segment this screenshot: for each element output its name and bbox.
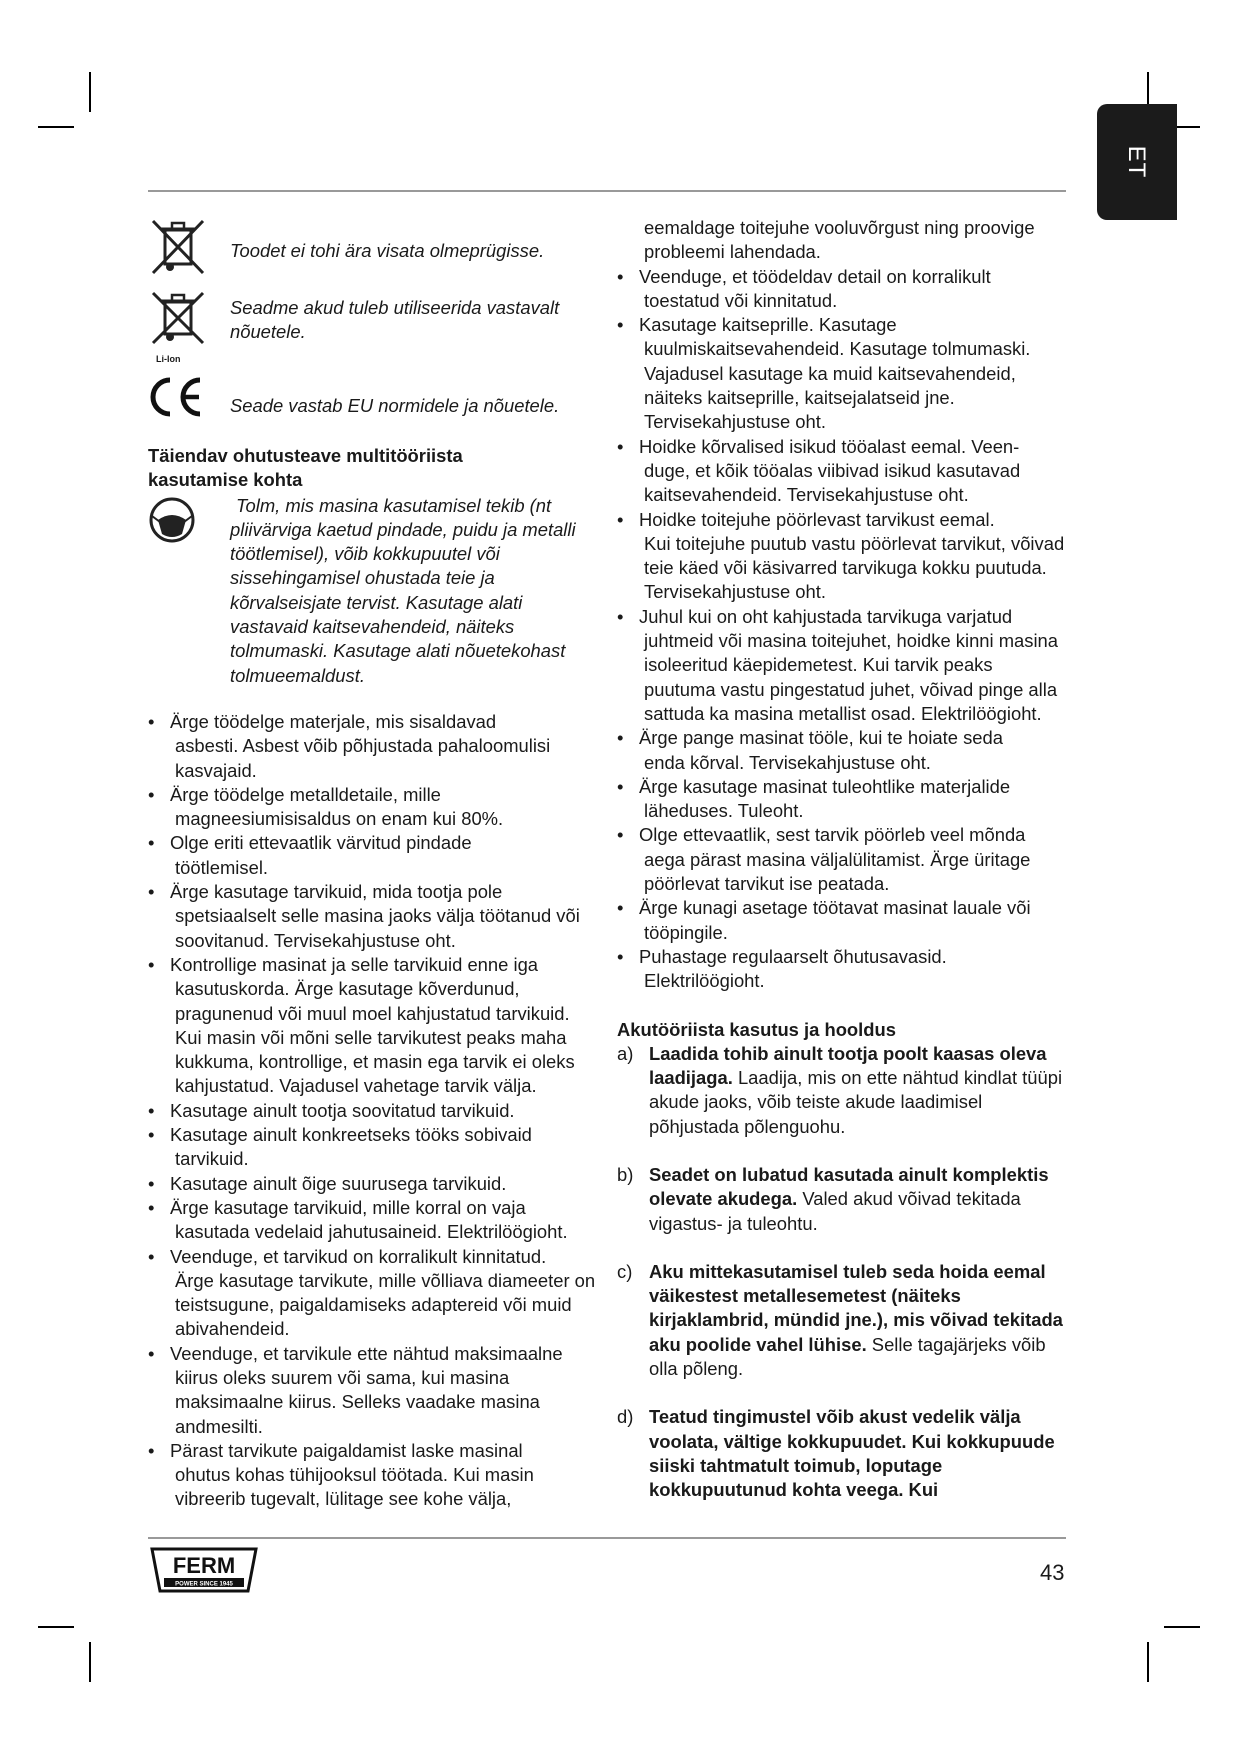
bullet-first-line: Ärge kasutage tarvikuid, mille korral on vaja (170, 1196, 526, 1218)
bullet-first-line: Veenduge, et tarvikud on korralikult kinnitatud. (170, 1245, 547, 1267)
list-item (148, 1245, 596, 1342)
bullet-continuation: tarvikuid. (175, 1148, 249, 1170)
bullet-first-line: Ärge kasutage masinat tuleohtlike materjalide (639, 775, 1011, 797)
list-item (148, 1342, 596, 1439)
crop-mark (38, 1626, 74, 1628)
list-item (617, 265, 1065, 314)
bullet-first-line: Pärast tarvikute paigaldamist laske masinal (170, 1439, 523, 1461)
crop-mark (89, 1642, 91, 1682)
bullet-continuation: kasutada vedelaid jahutusaineid. Elektrilöögioht. (175, 1221, 568, 1243)
logo-subtext: POWER SINCE 1945 (175, 1581, 233, 1588)
page-number: 43 (1040, 1560, 1065, 1585)
list-item (148, 953, 596, 1099)
bullet-first-line: Ärge kasutage tarvikuid, mida tootja pole (170, 881, 503, 903)
section-heading: Täiendav ohutusteave multitööriista kasutamise kohta (148, 445, 463, 491)
symbol-row (148, 290, 596, 364)
ferm-logo (148, 1547, 260, 1598)
left-column (148, 216, 596, 1512)
language-tab-label: ET (1123, 145, 1150, 179)
bullet-first-line: Puhastage regulaarselt õhutusavasid. (639, 945, 947, 967)
bullet-first-line: Ärge kunagi asetage töötavat masinat lauale või (639, 897, 1031, 919)
bullet-continuation: Elektrilöögioht. (644, 970, 765, 992)
bullet-first-line: Kasutage ainult tootja soovitatud tarvikuid. (170, 1099, 515, 1121)
bullet-continuation: tööpingile. (644, 921, 728, 943)
item-text: Valed akud võivad tekitada vigastus- ja tuleohtu. (649, 1188, 1021, 1234)
ce-mark-icon (148, 374, 230, 426)
bullet-continuation: Ärge kasutage tarvikute, mille võlliava diameeter on teistsugune, paigaldamiseks adaptereid või muid abivahendeid. (175, 1269, 596, 1340)
list-item (617, 435, 1065, 508)
bullet-first-line: Olge eriti ettevaatlik värvitud pindade (170, 832, 472, 854)
bullet-first-line: Ärge töödelge materjale, mis sisaldavad (170, 710, 497, 732)
dust-mask-icon (148, 494, 230, 688)
list-item (148, 1099, 596, 1123)
header-rule (148, 190, 1066, 192)
symbol-text: Seadme akud tuleb utiliseerida vastavalt nõuetele. (230, 297, 560, 343)
bullet-continuation: duge, et kõik tööalas viibivad isikud kasutavad kaitsevahendeid. Tervisekahjustuse oht. (644, 459, 1021, 506)
list-item (617, 726, 1065, 775)
bullet-first-line: Ärge pange masinat tööle, kui te hoiate seda (639, 727, 1003, 749)
bullet-first-line: Veenduge, et tarvikule ette nähtud maksimaalne (170, 1342, 563, 1364)
bullet-continuation: ohutus kohas tühijooksul töötada. Kui masin vibreerib tugevalt, lülitage see kohe välja, (175, 1464, 534, 1510)
bullet-continuation: kiirus oleks suurem või sama, kui masina maksimaalne kiirus. Selleks vaadake masina andmesilti. (175, 1366, 540, 1437)
list-item (148, 831, 596, 880)
right-bullet-list (617, 265, 1065, 994)
bullet-continuation: kuulmiskaitsevahendeid. Kasutage tolmumaski. Vajadusel kasutage ka muid kaitsevahendeid, näiteks kaitseprille, kaitsejalatseid jne. Tervisekahjustuse oht. (644, 338, 1031, 433)
list-item (148, 783, 596, 832)
item-label: a) (617, 1042, 634, 1064)
list-item (617, 823, 1065, 896)
crossed-bin-li-ion-icon (148, 290, 230, 364)
list-item (148, 710, 596, 783)
battery-section-heading: Akutööriista kasutus ja hooldus (617, 1018, 896, 1040)
list-item (148, 1172, 596, 1196)
item-bold-text: Aku mittekasutamisel tuleb seda hoida eemal väikestest metallesemetest (näiteks kirjaklambrid, mündid jne.), mis võivad tekitada aku poolide vahel lühise. (649, 1260, 1063, 1355)
bullet-continuation: töötlemisel. (175, 856, 269, 878)
bullet-continuation: spetsiaalselt selle masina jaoks välja töötanud või soovitanud. Tervisekahjustuse oht. (175, 905, 580, 951)
dust-warning-block (148, 494, 596, 688)
bullet-first-line: Olge ettevaatlik, sest tarvik pöörleb veel mõnda (639, 824, 1026, 846)
symbol-row (148, 216, 596, 280)
bullet-continuation: magneesiumisisaldus on enam kui 80%. (175, 808, 504, 830)
list-item (617, 775, 1065, 824)
continued-paragraph: eemaldage toitejuhe vooluvõrgust ning proovige probleemi lahendada. (644, 217, 1035, 263)
list-item (617, 896, 1065, 945)
item-bold-text: Teatud tingimustel võib akust vedelik välja voolata, vältige kokkupuudet. Kui kokkupuude siiski tahtmatult toimub, loputage kokkupuutunud kohta veega. Kui (649, 1406, 1055, 1501)
bullet-continuation: läheduses. Tuleoht. (644, 800, 804, 822)
bullet-first-line: Kasutage kaitseprille. Kasutage (639, 314, 897, 336)
bullet-first-line: Juhul kui on oht kahjustada tarvikuga varjatud (639, 605, 1013, 627)
crop-mark (1147, 1642, 1149, 1682)
list-item (148, 1439, 596, 1512)
crossed-bin-icon (148, 216, 230, 282)
crop-mark (1164, 1626, 1200, 1628)
list-item (148, 1123, 596, 1172)
list-item (617, 605, 1065, 726)
crop-mark (38, 126, 74, 128)
bullet-first-line: Veenduge, et töödeldav detail on korralikult (639, 265, 991, 287)
bullet-continuation: juhtmeid või masina toitejuhet, hoidke kinni masina isoleeritud käepidemetest. Kui tarvik peaks puutuma vastu pingestatud juhet, võivad pinge alla sattuda ka masina metallist osad. Elektrilöögioht. (644, 630, 1059, 724)
list-item (617, 945, 1065, 994)
list-item (617, 508, 1065, 605)
logo-text: FERM (172, 1553, 236, 1578)
list-item (617, 1163, 1065, 1236)
list-item (617, 1042, 1065, 1139)
dust-warning-text: Tolm, mis masina kasutamisel tekib (nt pliivärviga kaetud pindade, puidu ja metalli töötlemisel), võib kokkupuutel või sissehingamisel ohustada teie ja kõrvalseisjate tervist. Kasutage alati vastavaid kaitsevahendeid, näiteks tolmumaski. Kasutage alati nõuetekohast tolmueemaldust. (230, 494, 576, 686)
item-bold-text: Laadida tohib ainult tootja poolt kaasas oleva laadijaga. (649, 1042, 1047, 1089)
footer-rule (148, 1537, 1066, 1539)
bullet-continuation: enda kõrval. Tervisekahjustuse oht. (644, 751, 931, 773)
list-item (617, 1405, 1065, 1502)
item-text: Selle tagajärjeks võib olla põleng. (649, 1333, 1046, 1380)
bullet-continuation: aega pärast masina väljalülitamist. Ärge üritage pöörlevat tarvikut ise peatada. (644, 848, 1031, 895)
bullet-first-line: Hoidke kõrvalised isikud tööalast eemal. Veen- (639, 435, 1020, 457)
bullet-first-line: Kasutage ainult õige suurusega tarvikuid. (170, 1172, 507, 1194)
list-item (148, 880, 596, 953)
bullet-continuation: Kui toitejuhe puutub vastu pöörlevat tarvikut, võivad teie käed või käsivarred tarvikuga kokku puutuda. Tervisekahjustuse oht. (644, 532, 1065, 603)
list-item (148, 1196, 596, 1245)
bullet-continuation: kasutuskorda. Ärge kasutage kõverdunud, pragunenud või muul moel kahjustatud tarvikuid. Kui masin või mõni selle tarvikutest peaks maha kukkuma, kontrollige, et masin ega tarvik ei oleks kahjustatud. Vajadusel vahetage tarvik välja. (175, 978, 575, 1097)
bullet-first-line: Kontrollige masinat ja selle tarvikuid enne iga (170, 953, 539, 975)
bullet-first-line: Hoidke toitejuhe pöörlevast tarvikust eemal. (639, 508, 995, 530)
symbol-row (148, 374, 596, 434)
list-item (617, 313, 1065, 434)
li-ion-label: Li-Ion (156, 354, 181, 365)
bullet-continuation: asbesti. Asbest võib põhjustada pahaloomulisi kasvajaid. (175, 735, 551, 781)
list-item (617, 1260, 1065, 1381)
symbol-text: Seade vastab EU normidele ja nõuetele. (230, 395, 560, 416)
symbol-text: Toodet ei tohi ära visata olmeprügisse. (230, 240, 545, 261)
item-text: Laadija, mis on ette nähtud kindlat tüüpi akude jaoks, võib teiste akude laadimisel põhjustada põlenguohu. (649, 1067, 1063, 1137)
item-label: b) (617, 1163, 634, 1185)
bullet-first-line: Kasutage ainult konkreetseks tööks sobivaid (170, 1124, 532, 1146)
bullet-continuation: toestatud või kinnitatud. (644, 289, 838, 311)
item-label: c) (617, 1260, 633, 1282)
item-bold-text: Seadet on lubatud kasutada ainult komplektis olevate akudega. (649, 1163, 1049, 1210)
bullet-first-line: Ärge töödelge metalldetaile, mille (170, 783, 441, 805)
left-bullet-list (148, 710, 596, 1512)
item-label: d) (617, 1406, 634, 1428)
right-column (617, 216, 1065, 1503)
crop-mark (89, 72, 91, 112)
battery-items-list (617, 1042, 1065, 1503)
